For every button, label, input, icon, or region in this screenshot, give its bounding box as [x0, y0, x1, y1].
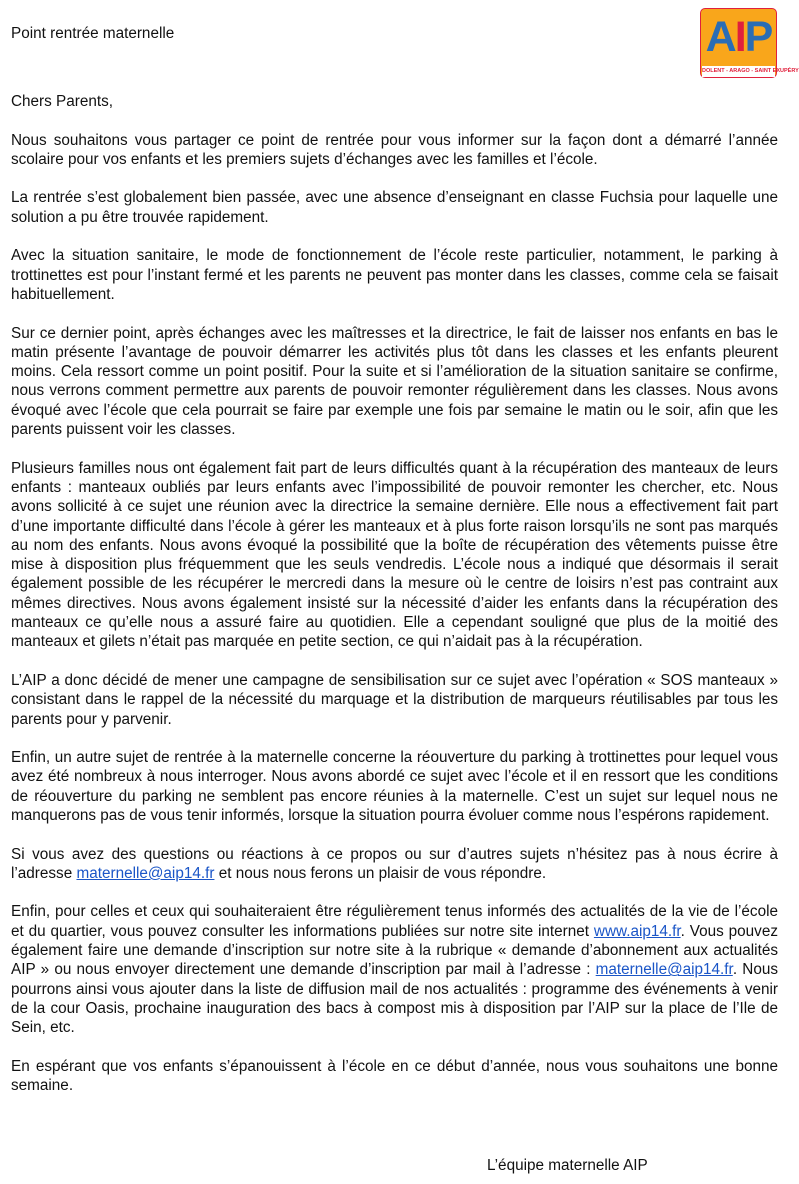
paragraph-closing: En espérant que vos enfants s’épanouissent à l’école en ce début d’année, nous vous souhaitons une bonne semaine. — [11, 1057, 778, 1095]
aip-logo — [700, 8, 799, 78]
letter-body — [11, 92, 778, 1115]
paragraph-sos-manteaux: L’AIP a donc décidé de mener une campagne de sensibilisation sur ce sujet avec l’opération « SOS manteaux » consistant dans le rappel de la nécessité du marquage et la distribution de marqueurs réutilisables par tous les parents pour y parvenir. — [11, 671, 778, 728]
paragraph-newsletter: Enfin, pour celles et ceux qui souhaiteraient être régulièrement tenus informés des actualités de la vie de l’école et du quartier, vous pouvez consulter les informations publiées sur notre site internet www.aip14.fr. Vous pouvez également faire une demande d’inscription sur notre site à la rubrique « demande d’abonnement aux actualités AIP » ou nous envoyer directement une demande d’inscription par mail à l’adresse : maternelle@aip14.fr. Nous pourrons ainsi vous ajouter dans la liste de diffusion mail de nos actualités : programme des événements à venir de la cour Oasis, prochaine inauguration des bacs à compost mis à disposition par l’AIP sur la place de l’Ile de Sein, etc. — [11, 903, 778, 1037]
email-link[interactable]: maternelle@aip14.fr — [76, 864, 215, 882]
salutation: Chers Parents, — [11, 93, 114, 110]
page-title: Point rentrée maternelle — [11, 25, 175, 42]
paragraph-sanitary: Avec la situation sanitaire, le mode de fonctionnement de l’école reste particulier, notamment, le parking à trottinettes est pour l’instant fermé et les parents ne peuvent pas monter dans les classes, comme cela se faisait habituellement. — [11, 247, 778, 303]
signature: L’équipe maternelle AIP — [487, 1157, 648, 1174]
paragraph-coats: Plusieurs familles nous ont également fait part de leurs difficultés quant à la récupération des manteaux de leurs enfants : manteaux oubliés par leurs enfants avec l’impossibilité de pouvoir remonter les chercher, etc. Nous avons sollicité à ce sujet une réunion avec la directrice la semaine dernière. Elle nous a effectivement fait part d’une importante difficulté dans l’école à gérer les manteaux et à plus forte raison lorsqu’ils ne sont pas marqués au nom des enfants. Nous avons évoqué la possibilité que la boîte de récupération des vêtements puisse être mise à disposition plus fréquemment que les seuls vendredis. L’école nous a indiqué que désormais il serait également possible de les récupérer le mercredi dans la mesure où le centre de loisirs n’est pas contraint aux mêmes directives. Nous avons également insisté sur la nécessité d’aider les enfants dans la récupération des manteaux ce qu’elle nous a assuré faire au quotidien. Elle a cependant souligné que plus de la moitié des manteaux et gilets n’était pas marquée en petite section, ce qui n’aidait pas à la récupération. — [11, 459, 778, 651]
website-link[interactable]: www.aip14.fr — [593, 922, 681, 940]
logo-letters: AIP — [705, 13, 772, 61]
paragraph-intro: Nous souhaitons vous partager ce point de rentrée pour vous informer sur la façon dont a démarré l’année scolaire pour vos enfants et les premiers sujets d’échanges avec les familles et l’école. — [11, 131, 778, 168]
paragraph-contact: Si vous avez des questions ou réactions à ce propos ou sur d’autres sujets n’hésitez pas à nous écrire à l’adresse maternelle@aip14.fr et nous nous ferons un plaisir de vous répondre. — [11, 845, 778, 882]
paragraph-morning-dropoff: Sur ce dernier point, après échanges avec les maîtresses et la directrice, le fait de laisser nos enfants en bas le matin présente l’avantage de pouvoir démarrer les activités plus tôt dans les classes et les enfants pleurent moins. Cela ressort comme un point positif. Pour la suite et si l’amélioration de la situation sanitaire se confirme, nous verrons comment permettre aux parents de pouvoir remonter régulièrement dans les classes. Nous avons évoqué avec l’école que cela pourrait se faire par exemple une fois par semaine le matin ou le soir, afin que les parents puissent voir les classes. — [11, 324, 778, 439]
email-link[interactable]: maternelle@aip14.fr — [595, 961, 733, 979]
paragraph-rentree: La rentrée s’est globalement bien passée, avec une absence d’enseignant en classe Fuchsia pour laquelle une solution a pu être trouvée rapidement. — [11, 189, 778, 226]
logo-subtitle: DOLENT - ARAGO - SAINT EXUPÉRY — [702, 66, 775, 77]
paragraph-scooter-parking: Enfin, un autre sujet de rentrée à la maternelle concerne la réouverture du parking à trottinettes pour lequel vous avez été nombreux à nous interroger. Nous avons abordé ce sujet avec l’école et il en ressort que les conditions de réouverture du parking ne semblent pas encore réunies à la maternelle. C’est un sujet sur lequel nous ne manquerons pas de vous tenir informés, lorsque la situation pourra évoluer comme nous l’espérons rapidement. — [11, 749, 778, 824]
